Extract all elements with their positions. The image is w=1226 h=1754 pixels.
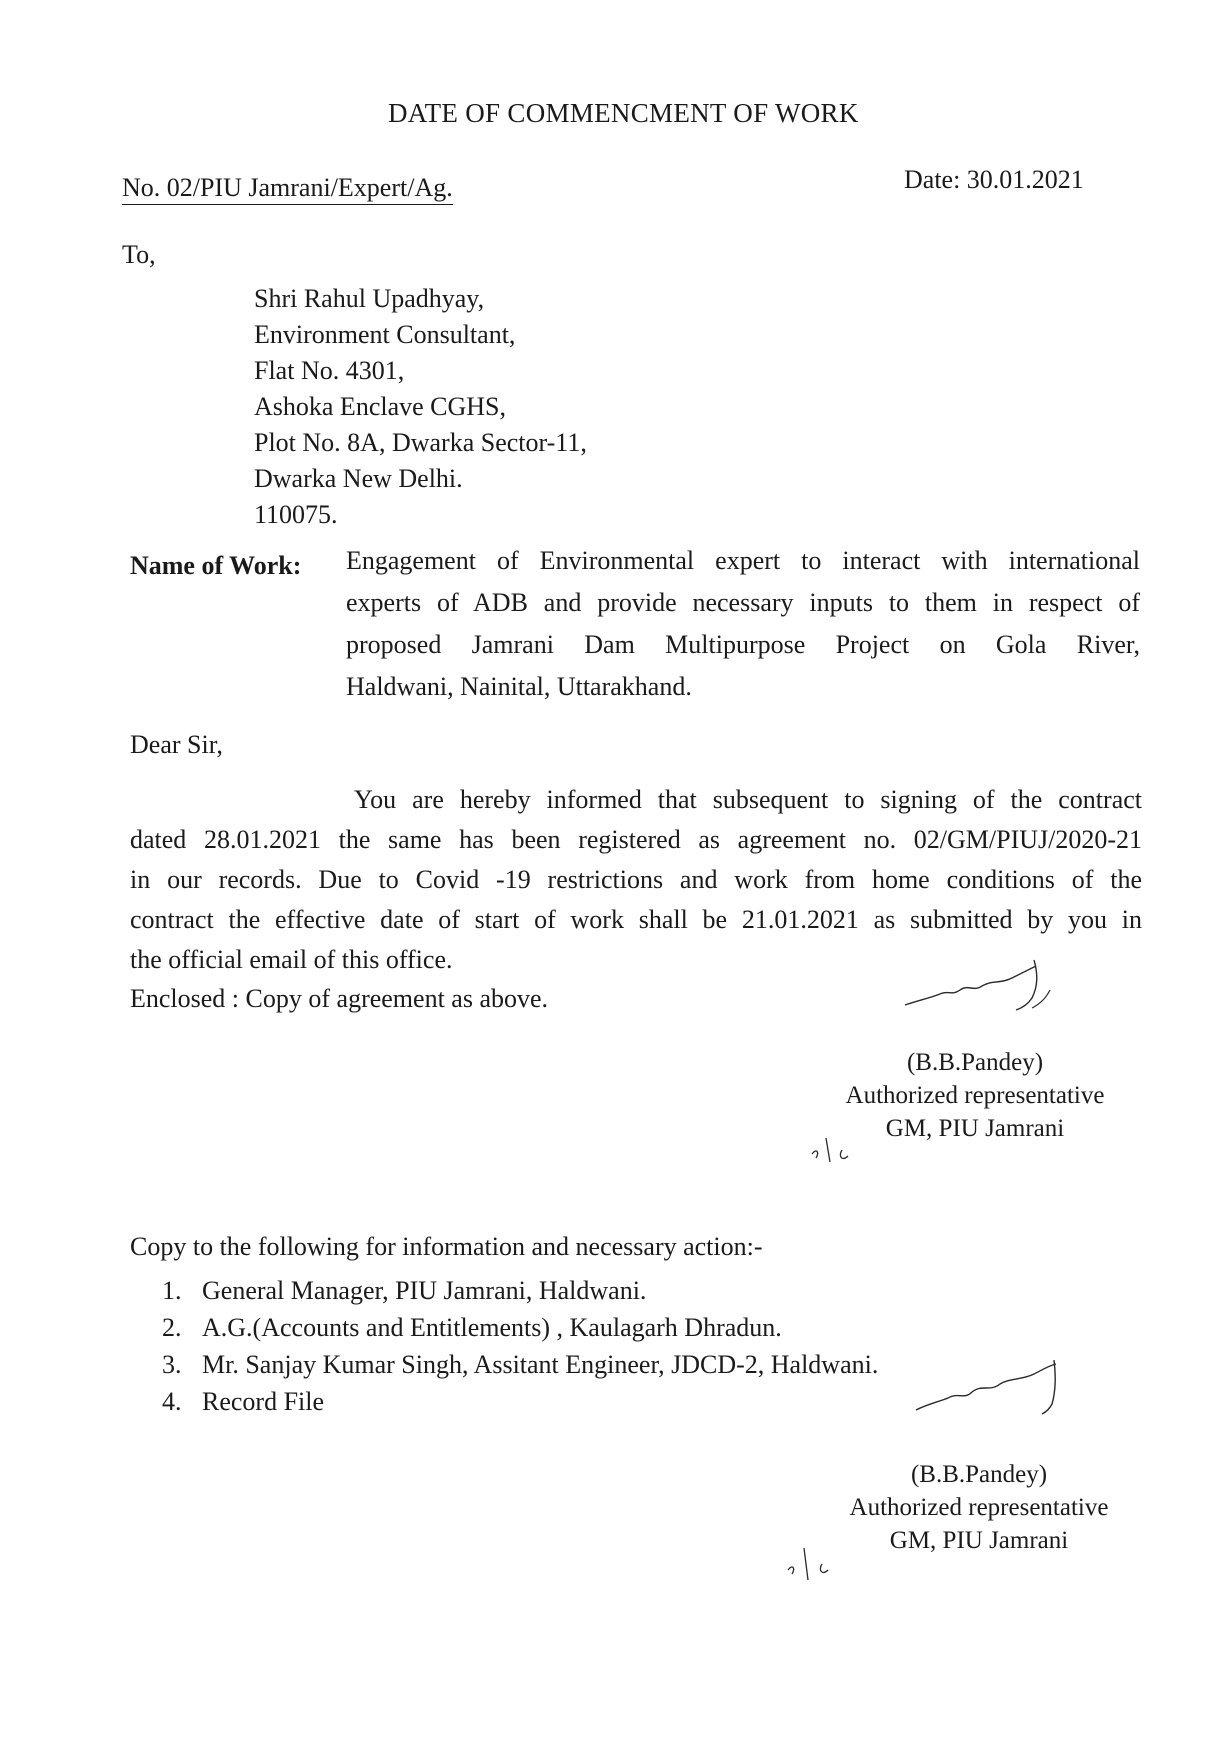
list-item-number: 1. [162, 1276, 182, 1305]
document-title: DATE OF COMMENCMENT OF WORK [388, 98, 859, 128]
signatory-designation: Authorized representative [849, 1494, 1109, 1521]
list-item-number: 4. [162, 1387, 182, 1416]
list-item-text: General Manager, PIU Jamrani, Haldwani. [202, 1276, 647, 1305]
name-of-work-line: Haldwani, Nainital, Uttarakhand. [346, 672, 692, 701]
name-of-work-line: proposed Jamrani Dam Multipurpose Project on Gola River, [346, 630, 1140, 659]
list-item [162, 1383, 878, 1420]
recipient-address [254, 281, 587, 533]
body-line: You are hereby informed that subsequent to signing of the contract [354, 785, 1142, 814]
name-of-work-line: experts of ADB and provide necessary inputs to them in respect of [346, 588, 1140, 617]
copy-to-heading: Copy to the following for information and necessary action:- [130, 1232, 763, 1261]
address-line: Environment Consultant, [254, 320, 516, 349]
address-line: Dwarka New Delhi. [254, 464, 463, 493]
address-line: 110075. [254, 500, 338, 529]
body-line: the official email of this office. [130, 945, 453, 974]
name-of-work-line: Engagement of Environmental expert to interact with international [346, 546, 1140, 575]
signatory-office: GM, PIU Jamrani [885, 1115, 1065, 1142]
list-item [162, 1309, 878, 1346]
enclosure-note: Enclosed : Copy of agreement as above. [130, 984, 549, 1013]
list-item-number: 2. [162, 1313, 182, 1342]
address-line: Shri Rahul Upadhyay, [254, 284, 485, 313]
name-of-work-text [346, 540, 1140, 708]
letter-date: Date: 30.01.2021 [904, 165, 1084, 194]
body-line: dated 28.01.2021 the same has been registered as agreement no. 02/GM/PIUJ/2020-21 [130, 825, 1142, 854]
address-line: Ashoka Enclave CGHS, [254, 392, 507, 421]
list-item [162, 1346, 878, 1383]
name-of-work-label-text: Name of Work [130, 551, 293, 580]
signatory-name: (B.B.Pandey) [910, 1461, 1048, 1488]
reference-number: No. 02/PIU Jamrani/Expert/Ag. [122, 173, 453, 205]
signatory-office: GM, PIU Jamrani [889, 1527, 1069, 1554]
address-line: Plot No. 8A, Dwarka Sector-11, [254, 428, 587, 457]
list-item-text: Mr. Sanjay Kumar Singh, Assitant Engineer, JDCD-2, Haldwani. [202, 1350, 879, 1379]
signatory-designation: Authorized representative [845, 1082, 1105, 1109]
signature-2 [910, 1350, 1070, 1430]
salutation-to: To, [122, 240, 156, 269]
body-line: in our records. Due to Covid -19 restrictions and work from home conditions of the [130, 865, 1142, 894]
list-item [162, 1272, 878, 1309]
address-line: Flat No. 4301, [254, 356, 405, 385]
signatory-block-1 [820, 1046, 1130, 1145]
list-item-text: A.G.(Accounts and Entitlements) , Kaulagarh Dhradun. [202, 1313, 782, 1342]
name-of-work-separator: : [292, 551, 302, 580]
greeting: Dear Sir, [130, 730, 223, 759]
signature-1 [900, 950, 1060, 1030]
signatory-name: (B.B.Pandey) [906, 1049, 1044, 1076]
initials-1 [808, 1128, 858, 1168]
list-item-text: Record File [202, 1387, 325, 1416]
list-item-number: 3. [162, 1350, 182, 1379]
signatory-block-2 [824, 1458, 1134, 1557]
body-line: contract the effective date of start of work shall be 21.01.2021 as submitted by you in [130, 905, 1142, 934]
copy-to-list [162, 1272, 878, 1420]
initials-2 [784, 1540, 840, 1584]
name-of-work-label [130, 551, 301, 581]
